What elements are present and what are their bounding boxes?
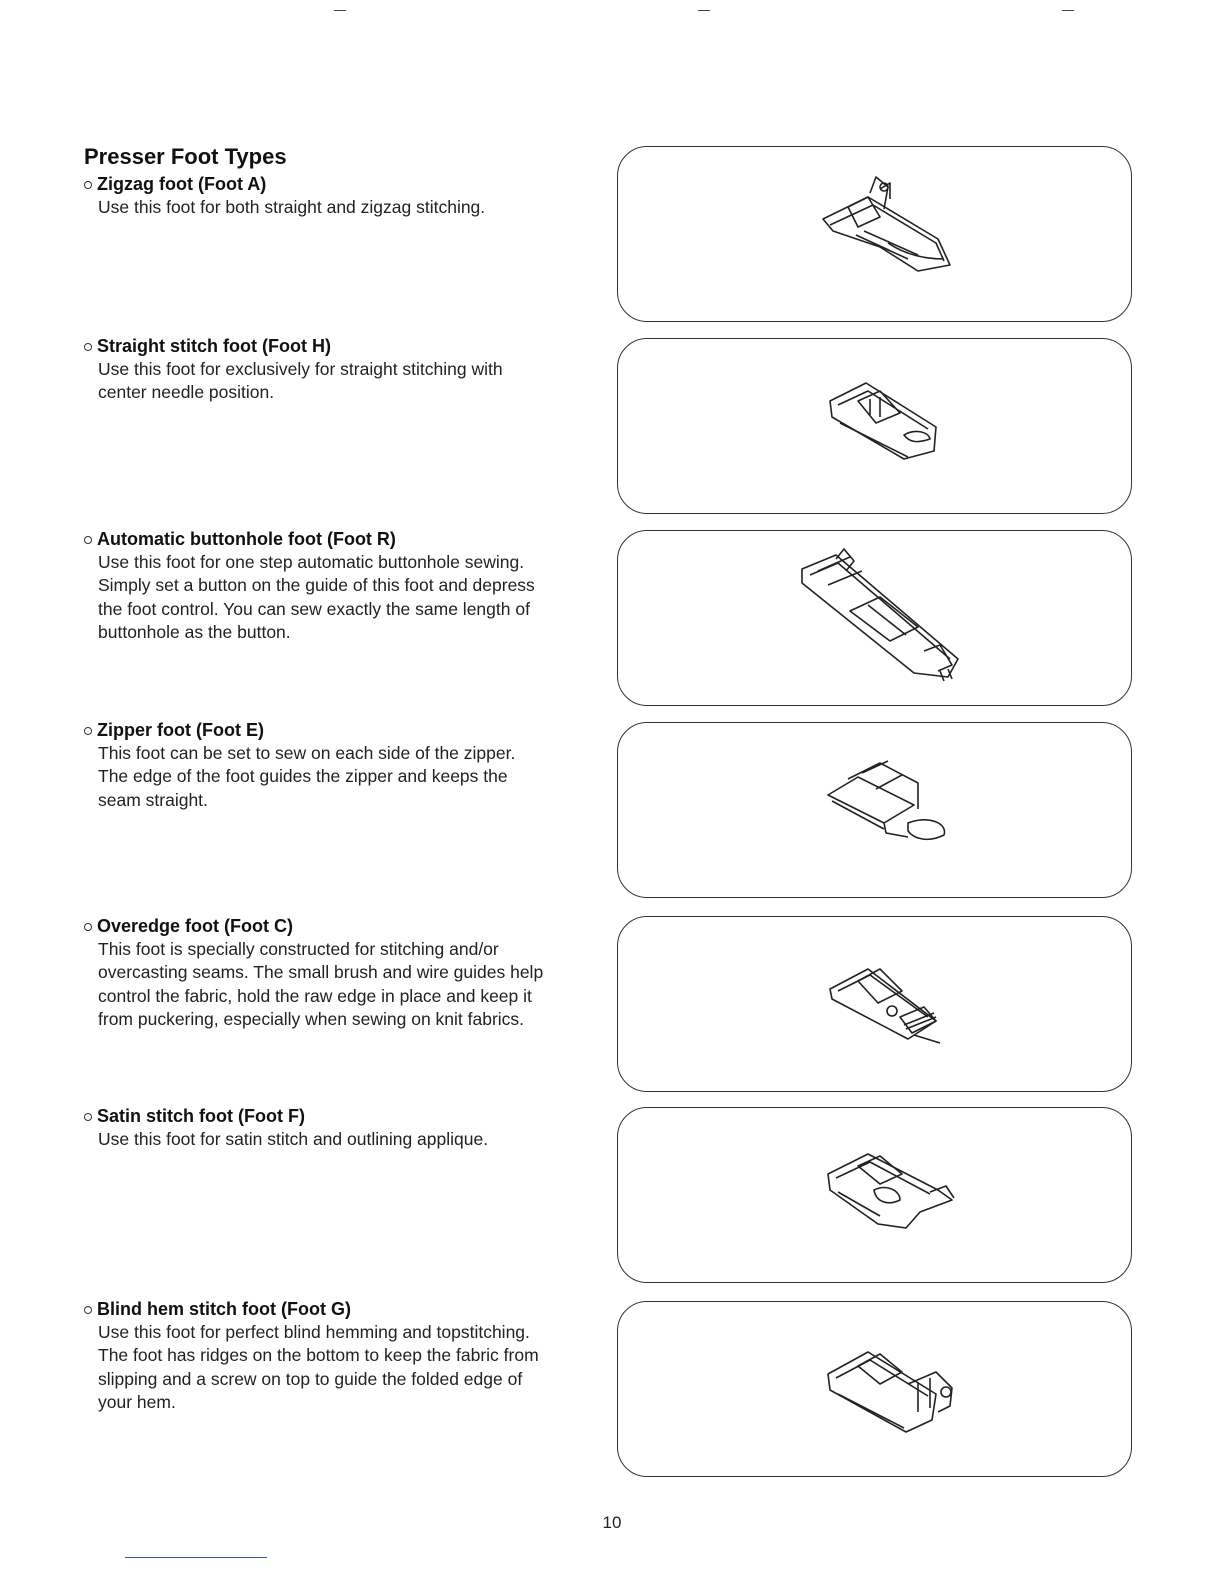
foot-description (98, 742, 604, 812)
description-line: overcasting seams. The small brush and wire guides help (98, 962, 544, 983)
foot-name: Overedge foot (Foot C) (97, 916, 293, 936)
foot-heading (84, 334, 604, 358)
description-line: seam straight. (98, 789, 208, 810)
foot-name: Straight stitch foot (Foot H) (97, 336, 331, 356)
bullet-icon (84, 343, 92, 351)
foot-illustration-panel (617, 916, 1132, 1092)
page-number: 10 (602, 1513, 622, 1532)
description-line: The foot has ridges on the bottom to keep the fabric from (98, 1345, 539, 1366)
buttonhole-foot-icon (618, 531, 1133, 707)
page-title: Presser Foot Types (84, 144, 287, 169)
description-line: center needle position. (98, 382, 275, 403)
bullet-icon (84, 923, 92, 931)
overedge-foot-icon (618, 917, 1133, 1093)
foot-heading (84, 718, 604, 742)
description-line: from puckering, especially when sewing on knit fabrics. (98, 1009, 525, 1030)
foot-illustration-panel (617, 530, 1132, 706)
description-line: your hem. (98, 1392, 176, 1413)
scan-underline (125, 1557, 267, 1558)
foot-description (98, 358, 604, 405)
bullet-icon (84, 1306, 92, 1314)
description-line: Use this foot for satin stitch and outlining applique. (98, 1129, 489, 1149)
scan-mark (698, 10, 710, 11)
description-line: buttonhole as the button. (98, 622, 291, 643)
foot-illustration-panel (617, 1301, 1132, 1477)
description-line: Use this foot for both straight and zigzag stitching. (98, 197, 486, 217)
description-line: Use this foot for one step automatic buttonhole sewing. (98, 552, 525, 572)
foot-entry (84, 1297, 604, 1415)
foot-heading (84, 1104, 604, 1128)
description-line: the foot control. You can sew exactly the same length of (98, 598, 530, 619)
description-line: Simply set a button on the guide of this foot and depress (98, 575, 535, 596)
foot-description (98, 196, 604, 219)
foot-description (98, 551, 604, 645)
foot-entry (84, 1104, 604, 1151)
bullet-icon (84, 1113, 92, 1121)
description-line: Use this foot for perfect blind hemming and topstitching. (98, 1322, 530, 1342)
description-line: control the fabric, hold the raw edge in place and keep it (98, 985, 532, 1006)
description-line: slipping and a screw on top to guide the folded edge of (98, 1368, 523, 1389)
scan-mark (334, 10, 346, 11)
foot-heading (84, 914, 604, 938)
straight-stitch-foot-icon (618, 339, 1133, 515)
foot-entry (84, 172, 604, 219)
foot-heading (84, 172, 604, 196)
foot-entry (84, 527, 604, 645)
foot-illustration-panel (617, 338, 1132, 514)
description-line: This foot is specially constructed for stitching and/or (98, 939, 499, 959)
foot-name: Automatic buttonhole foot (Foot R) (97, 529, 396, 549)
zigzag-foot-icon (618, 147, 1133, 323)
foot-illustration-panel (617, 146, 1132, 322)
foot-description (98, 938, 604, 1032)
foot-name: Satin stitch foot (Foot F) (97, 1106, 305, 1126)
foot-entry (84, 914, 604, 1032)
scan-mark (1062, 10, 1074, 11)
blind-hem-foot-icon (618, 1302, 1133, 1478)
foot-illustration-panel (617, 1107, 1132, 1283)
description-line: This foot can be set to sew on each side of the zipper. (98, 743, 516, 763)
foot-entry (84, 718, 604, 812)
foot-description (98, 1128, 604, 1151)
bullet-icon (84, 536, 92, 544)
bullet-icon (84, 181, 92, 189)
description-line: The edge of the foot guides the zipper and keeps the (98, 766, 508, 787)
foot-illustration-panel (617, 722, 1132, 898)
foot-description (98, 1321, 604, 1415)
foot-name: Zigzag foot (Foot A) (97, 174, 267, 194)
foot-heading (84, 527, 604, 551)
bullet-icon (84, 727, 92, 735)
foot-name: Zipper foot (Foot E) (97, 720, 264, 740)
zipper-foot-icon (618, 723, 1133, 899)
foot-heading (84, 1297, 604, 1321)
description-line: Use this foot for exclusively for straight stitching with (98, 359, 503, 379)
satin-stitch-foot-icon (618, 1108, 1133, 1284)
foot-entry (84, 334, 604, 405)
foot-name: Blind hem stitch foot (Foot G) (97, 1299, 351, 1319)
